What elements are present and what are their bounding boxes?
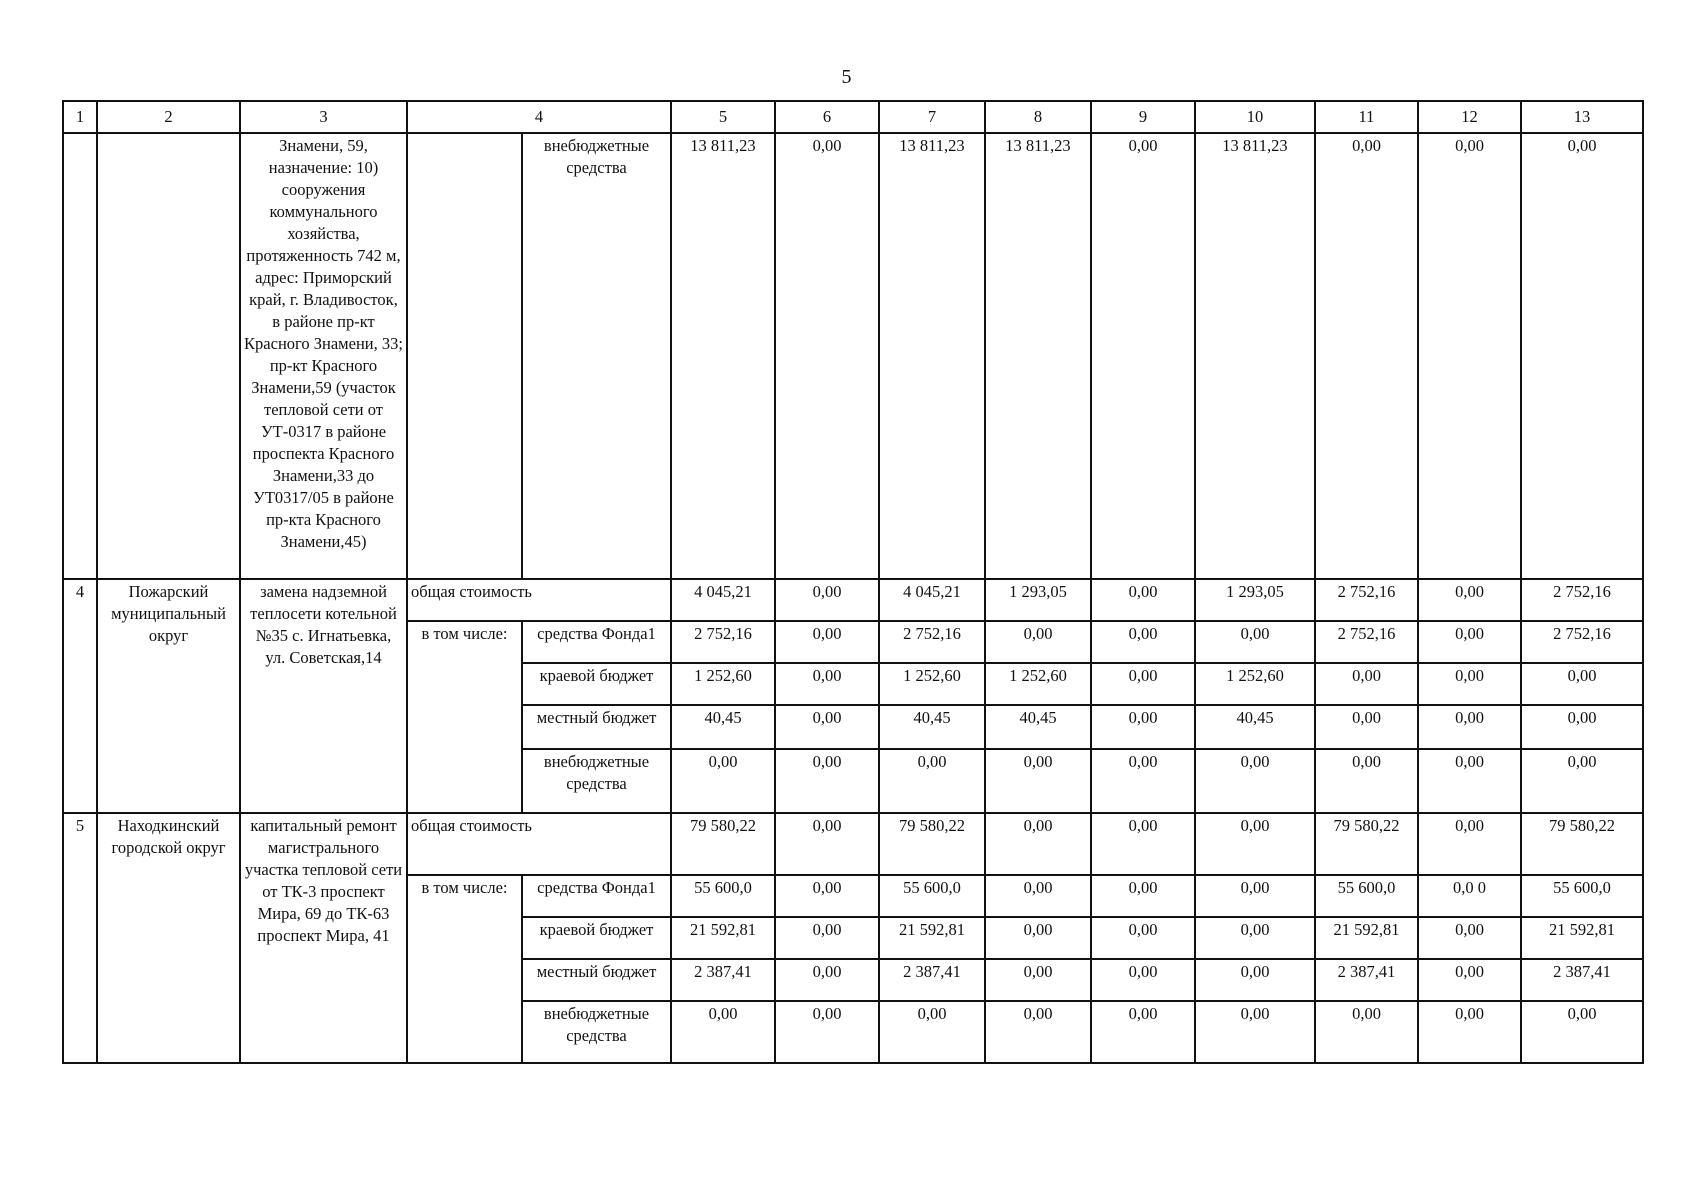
value-cell: 0,00 [1091, 579, 1195, 621]
page-number: 5 [841, 66, 852, 88]
value-cell: 0,00 [1195, 959, 1315, 1001]
value-cell: 21 592,81 [1315, 917, 1418, 959]
value-cell: 0,00 [1195, 875, 1315, 917]
value-cell: 0,00 [1091, 875, 1195, 917]
value-cell: 1 293,05 [985, 579, 1091, 621]
value-cell: 0,00 [671, 1001, 775, 1063]
value-cell: 40,45 [671, 705, 775, 749]
object-description: капитальный ремонт магистрального участка тепловой сети от ТК-3 проспект Мира, 69 до ТК-63 проспект Мира, 41 [240, 813, 407, 1063]
value-cell: 0,0 0 [1418, 875, 1521, 917]
header-cell: 9 [1091, 101, 1195, 133]
value-cell: 0,00 [1521, 133, 1643, 579]
value-cell: 40,45 [985, 705, 1091, 749]
value-cell: 0,00 [985, 875, 1091, 917]
value-cell: 0,00 [775, 579, 879, 621]
value-cell: 79 580,22 [671, 813, 775, 875]
value-cell: 0,00 [1418, 133, 1521, 579]
value-cell: 40,45 [879, 705, 985, 749]
including-label: в том числе: [407, 621, 522, 813]
including-label: в том числе: [407, 875, 522, 1063]
value-cell: 0,00 [1521, 705, 1643, 749]
value-cell: 0,00 [1091, 705, 1195, 749]
value-cell: 0,00 [1315, 1001, 1418, 1063]
source-name: краевой бюджет [522, 917, 671, 959]
value-cell: 0,00 [1195, 917, 1315, 959]
value-cell: 0,00 [775, 917, 879, 959]
header-cell: 8 [985, 101, 1091, 133]
value-cell: 0,00 [1315, 705, 1418, 749]
value-cell: 2 387,41 [1521, 959, 1643, 1001]
header-cell: 13 [1521, 101, 1643, 133]
value-cell: 79 580,22 [1521, 813, 1643, 875]
value-cell: 0,00 [1091, 917, 1195, 959]
value-cell: 0,00 [1091, 663, 1195, 705]
value-cell: 0,00 [1418, 749, 1521, 813]
value-cell: 40,45 [1195, 705, 1315, 749]
including-cell [407, 133, 522, 579]
object-description: замена надземной теплосети котельной №35 с. Игнатьевка, ул. Советская,14 [240, 579, 407, 813]
source-name: средства Фонда1 [522, 621, 671, 663]
value-cell: 2 752,16 [1315, 579, 1418, 621]
value-cell: 1 293,05 [1195, 579, 1315, 621]
header-cell: 4 [407, 101, 671, 133]
source-name: местный бюджет [522, 959, 671, 1001]
value-cell: 0,00 [1195, 621, 1315, 663]
value-cell: 2 752,16 [1521, 621, 1643, 663]
value-cell: 21 592,81 [1521, 917, 1643, 959]
value-cell: 4 045,21 [671, 579, 775, 621]
value-cell: 0,00 [985, 813, 1091, 875]
header-cell: 7 [879, 101, 985, 133]
value-cell: 0,00 [1091, 749, 1195, 813]
value-cell: 0,00 [1418, 813, 1521, 875]
total-label: общая стоимость [407, 579, 671, 621]
value-cell: 0,00 [1521, 749, 1643, 813]
value-cell: 2 752,16 [671, 621, 775, 663]
value-cell: 0,00 [985, 959, 1091, 1001]
value-cell: 2 752,16 [1521, 579, 1643, 621]
value-cell: 1 252,60 [1195, 663, 1315, 705]
value-cell: 0,00 [775, 663, 879, 705]
value-cell: 0,00 [1315, 133, 1418, 579]
value-cell: 79 580,22 [1315, 813, 1418, 875]
value-cell: 21 592,81 [879, 917, 985, 959]
header-cell: 1 [63, 101, 97, 133]
continuation-row [63, 133, 1643, 579]
value-cell: 0,00 [985, 917, 1091, 959]
district-cell: Находкинский городской округ [97, 813, 240, 1063]
source-name: внебюджетные средства [522, 749, 671, 813]
value-cell: 0,00 [985, 1001, 1091, 1063]
header-cell: 5 [671, 101, 775, 133]
value-cell: 0,00 [1315, 749, 1418, 813]
value-cell: 2 752,16 [879, 621, 985, 663]
value-cell: 0,00 [1418, 621, 1521, 663]
value-cell: 4 045,21 [879, 579, 985, 621]
source-name: краевой бюджет [522, 663, 671, 705]
value-cell: 2 387,41 [671, 959, 775, 1001]
value-cell: 0,00 [1091, 813, 1195, 875]
header-cell: 2 [97, 101, 240, 133]
table-row [63, 579, 1643, 621]
value-cell: 13 811,23 [985, 133, 1091, 579]
value-cell: 0,00 [1418, 959, 1521, 1001]
value-cell: 1 252,60 [879, 663, 985, 705]
row-number-cell: 5 [63, 813, 97, 1063]
value-cell: 0,00 [1418, 579, 1521, 621]
value-cell: 55 600,0 [1521, 875, 1643, 917]
header-cell: 12 [1418, 101, 1521, 133]
value-cell: 13 811,23 [879, 133, 985, 579]
object-description: Знамени, 59, назначение: 10) сооружения коммунального хозяйства, протяженность 742 м, адрес: Приморский край, г. Владивосток, в районе пр-кт Красного Знамени, 33; пр-кт Красного Знамени,59 (участок тепловой сети от УТ-0317 в районе проспекта Красного Знамени,33 до УТ0317/05 в районе пр-кта Красного Знамени,45) [240, 133, 407, 579]
value-cell: 2 387,41 [879, 959, 985, 1001]
value-cell: 0,00 [1418, 1001, 1521, 1063]
value-cell: 0,00 [775, 705, 879, 749]
value-cell: 0,00 [1418, 663, 1521, 705]
value-cell: 0,00 [1195, 749, 1315, 813]
value-cell: 55 600,0 [879, 875, 985, 917]
value-cell: 79 580,22 [879, 813, 985, 875]
value-cell: 21 592,81 [671, 917, 775, 959]
value-cell: 13 811,23 [671, 133, 775, 579]
value-cell: 1 252,60 [671, 663, 775, 705]
value-cell: 0,00 [775, 133, 879, 579]
value-cell: 0,00 [985, 749, 1091, 813]
value-cell: 0,00 [775, 1001, 879, 1063]
table-row [63, 813, 1643, 875]
value-cell: 0,00 [1091, 959, 1195, 1001]
value-cell: 2 387,41 [1315, 959, 1418, 1001]
value-cell: 2 752,16 [1315, 621, 1418, 663]
row-number-cell [63, 133, 97, 579]
header-cell: 6 [775, 101, 879, 133]
value-cell: 0,00 [879, 749, 985, 813]
value-cell: 0,00 [1521, 1001, 1643, 1063]
value-cell: 0,00 [1521, 663, 1643, 705]
value-cell: 0,00 [775, 813, 879, 875]
value-cell: 0,00 [1091, 1001, 1195, 1063]
value-cell: 0,00 [775, 875, 879, 917]
value-cell: 0,00 [775, 621, 879, 663]
value-cell: 13 811,23 [1195, 133, 1315, 579]
value-cell: 0,00 [671, 749, 775, 813]
value-cell: 0,00 [1091, 133, 1195, 579]
value-cell: 0,00 [775, 749, 879, 813]
value-cell: 0,00 [775, 959, 879, 1001]
header-row [63, 101, 1643, 133]
value-cell: 0,00 [1195, 813, 1315, 875]
row-number-cell: 4 [63, 579, 97, 813]
value-cell: 0,00 [985, 621, 1091, 663]
value-cell: 0,00 [1315, 663, 1418, 705]
value-cell: 55 600,0 [671, 875, 775, 917]
value-cell: 0,00 [1418, 917, 1521, 959]
district-cell: Пожарский муниципальный округ [97, 579, 240, 813]
funding-table [62, 100, 1644, 1064]
source-name: средства Фонда1 [522, 875, 671, 917]
value-cell: 1 252,60 [985, 663, 1091, 705]
header-cell: 3 [240, 101, 407, 133]
value-cell: 0,00 [1418, 705, 1521, 749]
source-name: внебюджетные средства [522, 133, 671, 579]
total-label: общая стоимость [407, 813, 671, 875]
source-name: внебюджетные средства [522, 1001, 671, 1063]
value-cell: 55 600,0 [1315, 875, 1418, 917]
value-cell: 0,00 [879, 1001, 985, 1063]
value-cell: 0,00 [1195, 1001, 1315, 1063]
header-cell: 10 [1195, 101, 1315, 133]
value-cell: 0,00 [1091, 621, 1195, 663]
header-cell: 11 [1315, 101, 1418, 133]
district-cell [97, 133, 240, 579]
source-name: местный бюджет [522, 705, 671, 749]
